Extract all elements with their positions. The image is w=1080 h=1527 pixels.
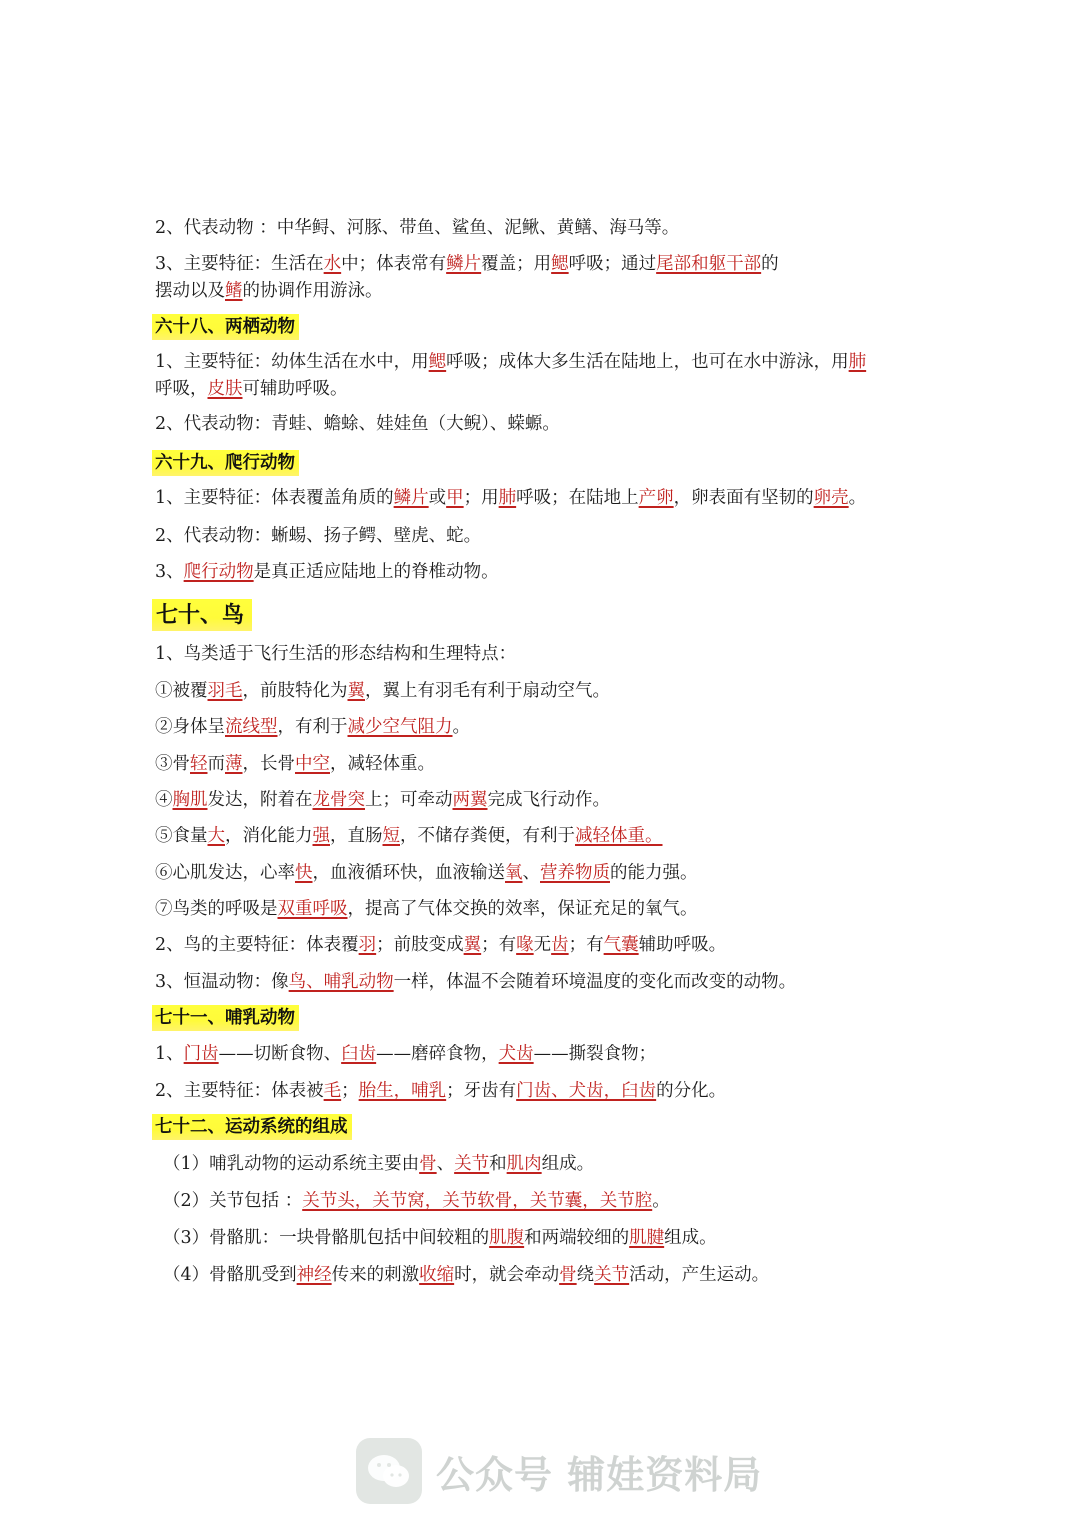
line-text: ，长骨 <box>242 754 295 774</box>
key-term: 胎生，哺乳 <box>358 1081 447 1101</box>
line-text: 的 <box>761 254 779 274</box>
key-term: 薄 <box>225 754 243 774</box>
text-line <box>163 1225 717 1251</box>
line-text: 呼吸；在陆地上 <box>516 488 639 508</box>
line-text: ，直肠 <box>330 826 383 846</box>
watermark <box>356 1436 762 1506</box>
line-text: 1、 <box>155 1044 184 1064</box>
line-text: ，有利于 <box>277 717 348 737</box>
line-text: 组成。 <box>541 1154 595 1174</box>
key-term: 鳞片 <box>446 254 482 274</box>
line-text: ③骨 <box>155 754 190 774</box>
line-text: 3、主要特征：生活在 <box>155 254 324 274</box>
line-text: 、 <box>436 1154 455 1174</box>
text-line <box>155 751 435 777</box>
key-term: 减少空气阻力 <box>347 717 453 737</box>
key-term: 门齿、犬齿，臼齿 <box>516 1081 657 1101</box>
key-term: 骨 <box>559 1265 577 1285</box>
line-text: 2、代表动物：青蛙、蟾蜍、娃娃鱼（大鲵）、蝾螈。 <box>155 414 560 434</box>
line-text: 。 <box>848 488 867 508</box>
line-text: ；牙齿有 <box>446 1081 517 1101</box>
text-line <box>155 376 348 402</box>
key-term: 犬齿 <box>498 1044 534 1064</box>
line-text: 覆盖；用 <box>481 254 552 274</box>
key-term: 鳍 <box>225 281 243 301</box>
key-term: 毛 <box>323 1081 342 1101</box>
line-text: 摆动以及 <box>155 281 225 301</box>
line-text: 。 <box>452 717 470 737</box>
key-term: 两翼 <box>452 790 488 810</box>
key-term: 鳃 <box>428 352 447 372</box>
line-text: ；有 <box>481 935 517 955</box>
line-text: 上；可牵动 <box>365 790 453 810</box>
line-text: 时，就会牵动 <box>454 1265 560 1285</box>
line-text: ，前肢特化为 <box>242 681 348 701</box>
text-line <box>155 215 679 241</box>
key-term: 收缩 <box>419 1265 455 1285</box>
key-term: 减轻体重。 <box>575 826 663 846</box>
key-term: 关节 <box>594 1265 630 1285</box>
watermark-text: 公众号 辅娃资料局 <box>436 1452 763 1497</box>
key-term: 甲 <box>446 488 464 508</box>
section-heading: 七十二、运动系统的组成 <box>152 1114 352 1140</box>
line-text: ——磨碎食物， <box>376 1044 499 1064</box>
key-term: 肺 <box>848 352 867 372</box>
key-term: 关节头，关节窝，关节软骨，关节囊，关节腔 <box>302 1191 653 1211</box>
line-text: （4）骨骼肌受到 <box>163 1265 297 1285</box>
text-line <box>155 523 481 549</box>
key-term: 快 <box>295 863 313 883</box>
key-term: 神经 <box>296 1265 332 1285</box>
section-heading: 六十八、两栖动物 <box>152 314 299 340</box>
line-text: 呼吸， <box>155 379 208 399</box>
line-text: 可辅助呼吸。 <box>242 379 348 399</box>
line-text: 。 <box>652 1191 670 1211</box>
key-term: 肺 <box>498 488 517 508</box>
text-line <box>155 1041 656 1067</box>
key-term: 鸟、哺乳动物 <box>288 972 394 992</box>
line-text: ，减轻体重。 <box>330 754 435 774</box>
line-text: 1、主要特征：幼体生活在水中，用 <box>155 352 429 372</box>
line-text: 的能力强。 <box>610 863 698 883</box>
line-text: 而 <box>207 754 225 774</box>
line-text: （2）关节包括 ： <box>163 1191 303 1211</box>
line-text: ，提高了气体交换的效率，保证充足的氧气。 <box>347 899 698 919</box>
key-term: 产卵 <box>638 488 674 508</box>
line-text: ；用 <box>463 488 499 508</box>
key-term: 轻 <box>190 754 208 774</box>
line-text: 或 <box>428 488 447 508</box>
line-text: 辅助呼吸。 <box>638 935 727 955</box>
line-text: ——切断食物、 <box>218 1044 342 1064</box>
key-term: 鳃 <box>551 254 569 274</box>
line-text: 1、鸟类适于飞行生活的形态结构和生理特点： <box>155 644 517 664</box>
line-text: 无 <box>533 935 552 955</box>
text-line <box>155 714 470 740</box>
text-line <box>155 411 560 437</box>
text-line <box>155 860 698 886</box>
line-text: 传来的刺激 <box>331 1265 420 1285</box>
text-line <box>163 1188 670 1214</box>
line-text: 2、代表动物：蜥蜴、扬子鳄、壁虎、蛇。 <box>155 526 482 546</box>
key-term: 双重呼吸 <box>277 899 348 919</box>
line-text: ——撕裂食物； <box>533 1044 657 1064</box>
line-text: 发达，附着在 <box>207 790 313 810</box>
key-term: 水 <box>323 254 342 274</box>
text-line <box>155 1078 726 1104</box>
key-term: 流线型 <box>225 717 278 737</box>
line-text: 呼吸；成体大多生活在陆地上，也可在水中游泳，用 <box>446 352 849 372</box>
line-text: ⑥心肌发达，心率 <box>155 863 295 883</box>
key-term: 关节 <box>454 1154 490 1174</box>
key-term: 营养物质 <box>540 863 610 883</box>
line-text: ，消化能力 <box>225 826 313 846</box>
key-term: 中空 <box>295 754 330 774</box>
line-text: 的协调作用游泳。 <box>242 281 383 301</box>
key-term: 门齿 <box>183 1044 219 1064</box>
key-term: 喙 <box>516 935 534 955</box>
text-line <box>155 678 610 704</box>
text-line <box>155 349 866 375</box>
line-text: ，不储存粪便，有利于 <box>400 826 575 846</box>
line-text: 活动，产生运动。 <box>629 1265 770 1285</box>
text-line <box>155 641 516 667</box>
key-term: 气囊 <box>603 935 639 955</box>
line-text: 2、鸟的主要特征：体表覆 <box>155 935 359 955</box>
line-text: 2、主要特征：体表被 <box>155 1081 324 1101</box>
key-term: 肌腱 <box>629 1228 665 1248</box>
key-term: 尾部和躯干部 <box>656 254 762 274</box>
text-line <box>155 485 866 511</box>
key-term: 强 <box>312 826 330 846</box>
line-text: 完成飞行动作。 <box>487 790 610 810</box>
key-term: 龙骨突 <box>312 790 365 810</box>
key-term: 爬行动物 <box>183 562 254 582</box>
line-text: ⑤食量 <box>155 826 208 846</box>
key-term: 翼 <box>347 681 365 701</box>
key-term: 卵壳 <box>813 488 849 508</box>
line-text: ①被覆 <box>155 681 208 701</box>
key-term: 胸肌 <box>172 790 208 810</box>
line-text: ⑦鸟类的呼吸是 <box>155 899 278 919</box>
text-line <box>163 1262 769 1288</box>
text-line <box>155 278 383 304</box>
key-term: 肌肉 <box>506 1154 542 1174</box>
key-term: 齿 <box>551 935 569 955</box>
key-term: 皮肤 <box>207 379 243 399</box>
line-text: ；前肢变成 <box>376 935 464 955</box>
key-term: 翼 <box>463 935 482 955</box>
text-line <box>155 932 726 958</box>
line-text: ，翼上有羽毛有利于扇动空气。 <box>365 681 610 701</box>
line-text: 一样，体温不会随着环境温度的变化而改变的动物。 <box>393 972 797 992</box>
key-term: 氧 <box>505 863 523 883</box>
wechat-icon <box>356 1438 422 1504</box>
line-text: 和两端较细的 <box>524 1228 630 1248</box>
line-text: （1）哺乳动物的运动系统主要由 <box>163 1154 420 1174</box>
key-term: 肌腹 <box>489 1228 525 1248</box>
text-line <box>155 896 698 922</box>
line-text: ，卵表面有坚韧的 <box>673 488 814 508</box>
line-text: 绕 <box>576 1265 595 1285</box>
line-text: 的分化。 <box>656 1081 727 1101</box>
line-text: ； <box>341 1081 359 1101</box>
line-text: 中；体表常有 <box>341 254 447 274</box>
line-text: （3）骨骼肌：一块骨骼肌包括中间较粗的 <box>163 1228 490 1248</box>
key-term: 羽毛 <box>207 681 243 701</box>
line-text: 组成。 <box>664 1228 717 1248</box>
text-line <box>155 251 779 277</box>
key-term: 骨 <box>419 1154 437 1174</box>
line-text: 3、恒温动物：像 <box>155 972 289 992</box>
text-line <box>155 823 663 849</box>
section-heading: 七十一、哺乳动物 <box>152 1005 299 1031</box>
line-text: ④ <box>155 790 173 810</box>
key-term: 鳞片 <box>393 488 429 508</box>
text-line <box>155 559 499 585</box>
line-text: 是真正适应陆地上的脊椎动物。 <box>253 562 499 582</box>
key-term: 臼齿 <box>341 1044 377 1064</box>
text-line <box>163 1151 594 1177</box>
section-heading: 七十、鸟 <box>152 599 252 631</box>
line-text: 3、 <box>155 562 184 582</box>
line-text: 、 <box>522 863 540 883</box>
line-text: 和 <box>489 1154 507 1174</box>
line-text: ；有 <box>568 935 604 955</box>
key-term: 羽 <box>358 935 377 955</box>
text-line <box>155 787 610 813</box>
line-text: 1、主要特征：体表覆盖角质的 <box>155 488 394 508</box>
line-text: ，血液循环快，血液输送 <box>312 863 505 883</box>
key-term: 大 <box>207 826 225 846</box>
line-text: 呼吸；通过 <box>568 254 657 274</box>
text-line <box>155 969 796 995</box>
key-term: 短 <box>382 826 400 846</box>
line-text: 2、代表动物 ：中华鲟、河豚、带鱼、鲨鱼、泥鳅、黄鳝、海马等。 <box>155 218 680 238</box>
line-text: ②身体呈 <box>155 717 225 737</box>
section-heading: 六十九、爬行动物 <box>152 450 299 476</box>
